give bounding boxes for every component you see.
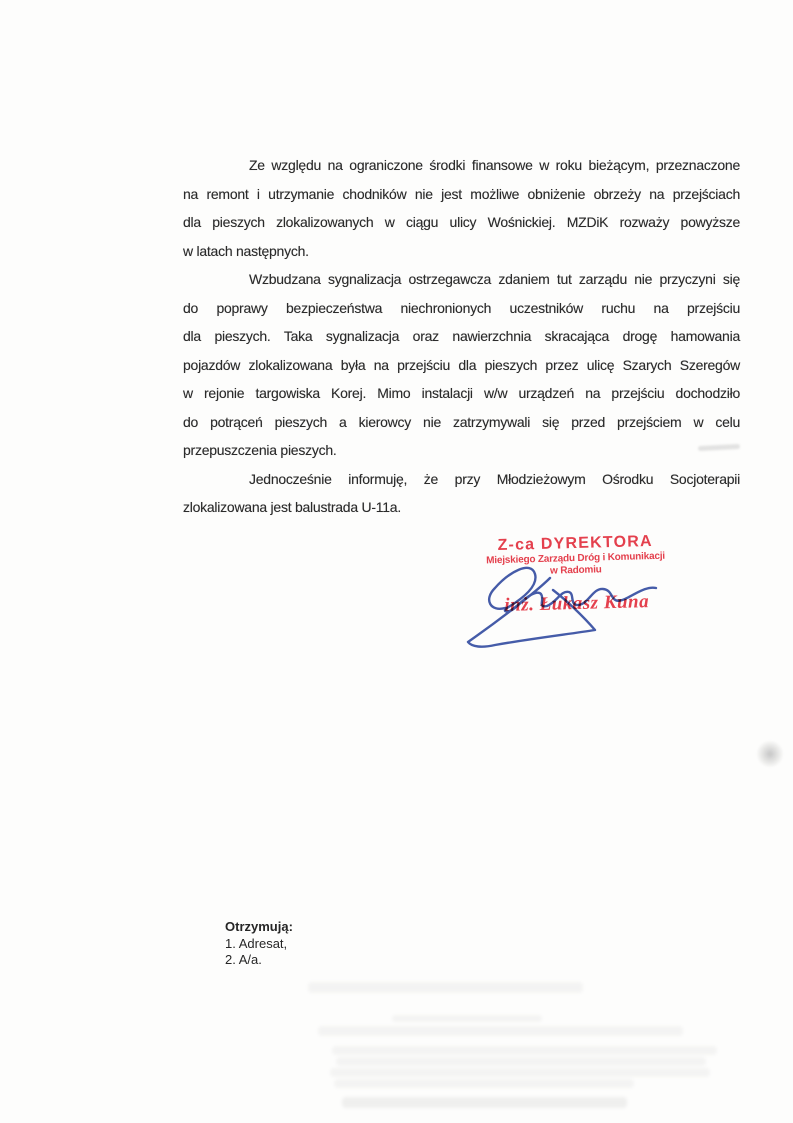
bleedthrough-ghost (342, 1097, 627, 1108)
distribution-item: 2. A/a. (225, 952, 262, 967)
body-line: przepuszczenia pieszych. (183, 442, 337, 458)
distribution-heading: Otrzymują: (225, 919, 293, 934)
stamp-signer-name: inż. Łukasz Kuna (504, 591, 650, 616)
body-line: Ze względu na ograniczone środki finansowe w roku bieżącym, przeznaczone (249, 157, 740, 173)
bleedthrough-ghost (318, 1026, 683, 1036)
distribution-list (225, 919, 293, 969)
bleedthrough-ghost (336, 1057, 706, 1066)
bleedthrough-ghost (392, 1015, 542, 1022)
scan-smudge (756, 740, 784, 768)
handwritten-signature (435, 548, 675, 658)
bleedthrough-ghost (334, 1079, 634, 1088)
stamp-title-line: Z-ca DYREKTORA (497, 532, 653, 555)
stamp-org-line: Miejskiego Zarządu Dróg i Komunikacji (486, 550, 666, 567)
bleedthrough-ghost (330, 1068, 710, 1077)
body-line: Jednocześnie informuję, że przy Młodzieżowym Ośrodku Socjoterapii (249, 470, 740, 487)
body-line: do potrąceń pieszych a kierowcy nie zatrzymywali się przed przejściem w celu (183, 413, 740, 430)
body-line: do poprawy bezpieczeństwa niechronionych uczestników ruchu na przejściu (183, 299, 740, 316)
body-line: dla pieszych zlokalizowanych w ciągu ulicy Wośnickiej. MZDiK rozważy powyższe (183, 214, 740, 230)
distribution-item: 1. Adresat, (225, 935, 288, 951)
letter-body (183, 151, 740, 522)
body-line: na remont i utrzymanie chodników nie jest możliwe obniżenie obrzeży na przejściach (183, 185, 740, 202)
stamp-org-city-line: w Radomiu (549, 563, 602, 577)
body-line: dla pieszych. Taka sygnalizacja oraz nawierzchnia skracająca drogę hamowania (183, 328, 740, 344)
body-line: pojazdów zlokalizowana była na przejściu dla pieszych przez ulicę Szarych Szeregów (183, 356, 740, 373)
body-line: w latach następnych. (183, 242, 309, 259)
body-line: w rejonie targowiska Korej. Mimo instalacji w/w urządzeń na przejściu dochodziło (183, 385, 740, 401)
body-line: Wzbudzana sygnalizacja ostrzegawcza zdaniem tut zarządu nie przyczyni się (249, 271, 740, 287)
bleedthrough-ghost (308, 982, 583, 993)
bleedthrough-ghost (332, 1046, 717, 1055)
body-line: zlokalizowana jest balustrada U-11a. (183, 499, 401, 515)
